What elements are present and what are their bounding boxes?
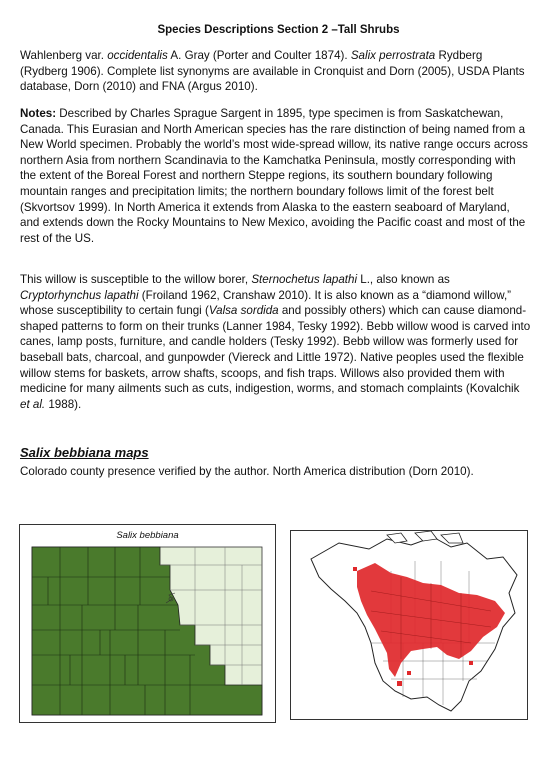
north-america-distribution-map [290,530,528,720]
notes-label: Notes: [20,107,57,120]
colorado-map-graphic [20,525,275,722]
section-header: Species Descriptions Section 2 –Tall Shrubs [157,24,400,36]
north-america-map-graphic [291,531,527,719]
maps-heading: Salix bebbiana maps [20,445,149,460]
map-title: Salix bebbiana [116,530,179,541]
colorado-county-map [19,524,276,723]
synonyms-paragraph: Wahlenberg var. occidentalis A. Gray (Porter and Coulter 1874). Salix perrostrata Rydberg (Rydberg 1906). Complete list synonyms are available in Cronquist and Dorn (2005), USDA Plants database, Dorn (2010) and FNA (Argus 2010). [20,49,525,94]
notes-paragraph: Notes: Described by Charles Sprague Sargent in 1895, type specimen is from Saskatchewan, Canada. This Eurasian and North American species has the rare distinction of being named from a New World specimen. Probably the world’s most wide-spread willow, its native range occurs across northern Asia from northern Scandinavia to the Kamchatka Peninsula, mostly corresponding with the extent of the Boreal Forest and northern Steppe regions, its southern boundary following mountain ranges and precipitation limits; the northern boundary follows limit of the forest belt (Skvortsov 1999). In North America it extends from Alaska to the eastern seaboard of Maryland, and extends down the Rocky Mountains to New Mexico, avoiding the Pacific coast and most of the rest of the US. [20,107,528,245]
uses-paragraph: This willow is susceptible to the willow borer, Sternochetus lapathi L., also known as Cryptorhynchus lapathi (Froiland 1962, Cranshaw 2010). It is also known as a “diamond willow,” whose susceptibility to certain fungi (Valsa sordida and possibly others) which can cause diamond-shaped patterns to form on their trunks (Lanner 1984, Tesky 1992). Bebb willow wood is carved into canes, lamp posts, furniture, and candle holders (Tesky 1992). Bebb willow was formerly used for baseball bats, charcoal, and gunpowder (Viereck and Little 1972). Native peoples used the flexible willow stems for baskets, arrow shafts, scoops, and fish traps. Willows also provided them with medicine for many ailments such as cuts, indigestion, worms, and stomach complaints (Kovalchik et al. 1988). [20,273,531,411]
maps-description: Colorado county presence verified by the author. North America distribution (Dorn 2010). [20,465,474,478]
